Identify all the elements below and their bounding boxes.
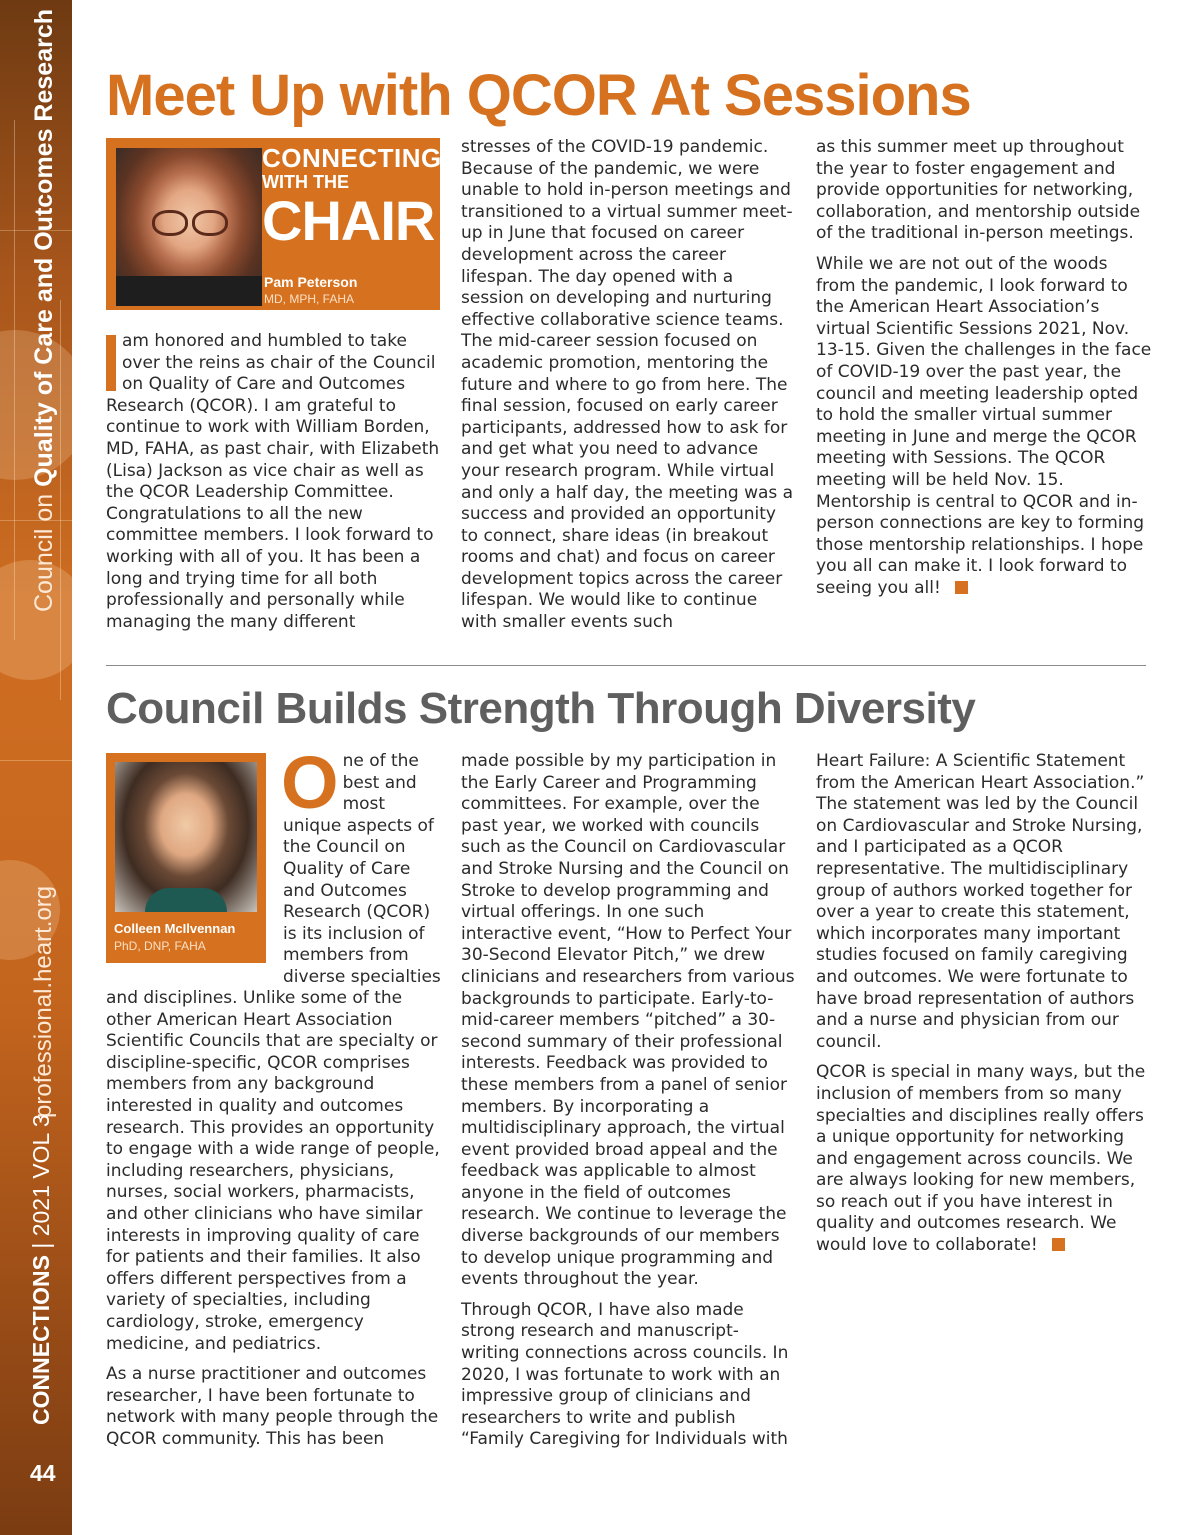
author-credentials: PhD, DNP, FAHA bbox=[114, 939, 206, 953]
article2-body-2a: made possible by my participation in the Early Career and Programming committees. For example, over the past year, we worked with councils such as the Council on Cardiovascular and Stroke Nursing and the Council on Stroke to develop programming and virtual offerings. In one such interactive event, “How to Perfect Your 30-Second Elevator Pitch,” we drew clinicians and researchers from various backgrounds to participate. Early-to-mid-career members “pitched” a 30-second summary of their professional interests. Feedback was provided to these members from a panel of senior members. By incorporating a multidisciplinary approach, the virtual event provided broad appeal and the feedback was applicable to almost anyone in the field of outcomes research. We continue to leverage the diverse backgrounds of our members to develop unique programming and events throughout the year. bbox=[461, 751, 795, 1290]
article2-body-3b: QCOR is special in many ways, but the inclusion of members from so many specialties and disciplines really offers a unique opportunity for networking and engagement across councils. We are always looking for new members, so reach out if you have interest in quality and outcomes research. We would love to collaborate! bbox=[816, 1062, 1146, 1256]
decorative-line bbox=[14, 120, 15, 640]
article2-body-1a: ne of the best and most unique aspects of the Council on Quality of Care and Outcomes Research (QCOR) is its inclusion of members from diverse specialties bbox=[283, 751, 441, 987]
glasses-shape bbox=[192, 210, 228, 236]
sidebar-band bbox=[0, 0, 72, 1535]
article1-title: Meet Up with QCOR At Sessions bbox=[106, 63, 971, 128]
article1-column-2 bbox=[461, 137, 797, 643]
article1-column-3 bbox=[816, 137, 1152, 608]
article2-body-1b: and disciplines. Unlike some of the other American Heart Association Scientific Councils that are specialty or discipline-specific, QCOR comprises members from any background interested in quality and outcomes research. This provides an opportunity to engage with a wide range of people, including researchers, physicians, nurses, social workers, pharmacists, and other clinicians who have similar interests in improving quality of care for patients and their families. It also offers different perspectives from a variety of specialties, including cardiology, stroke, emergency medicine, and pediatrics. bbox=[106, 988, 440, 1354]
chair-name: Pam Peterson bbox=[264, 274, 358, 290]
article1-body-1: am honored and humbled to take over the reins as chair of the Council on Quality of Care and Outcomes Research (QCOR). I am grateful to continue to work with William Borden, MD, FAHA, as past chair, with Elizabeth (Lisa) Jackson as vice chair as well as the QCOR Leadership Committee. Congratulations to all the new committee members. I look forward to working with all of you. It has been a long and trying time for all both professionally and personally while managing the many different bbox=[106, 331, 440, 632]
chair-heading-line3: CHAIR bbox=[262, 189, 435, 252]
council-name: Council on Quality of Care and Outcomes Research bbox=[30, 8, 58, 612]
chair-credentials: MD, MPH, FAHA bbox=[264, 292, 355, 306]
article2-body-2b: Through QCOR, I have also made strong research and manuscript-writing connections across councils. In 2020, I was fortunate to work with an impressive group of clinicians and researchers to write and publish “Family Caregiving for Individuals with bbox=[461, 1299, 789, 1450]
author-box bbox=[106, 753, 266, 963]
end-mark bbox=[1052, 1238, 1065, 1251]
article2-title: Council Builds Strength Through Diversity bbox=[106, 684, 976, 733]
glasses-shape bbox=[152, 210, 188, 236]
chair-heading-line1: CONNECTING bbox=[262, 143, 442, 173]
section-divider bbox=[106, 665, 1146, 666]
article1-column-1 bbox=[106, 331, 442, 633]
article2-column-3 bbox=[816, 751, 1152, 1266]
article1-body-3b: While we are not out of the woods from the pandemic, I look forward to the American Heart Association’s virtual Scientific Sessions 2021, Nov. 13-15. Given the challenges in the face of COVID-19 over the past year, the council and meeting leadership opted to hold the smaller virtual summer meeting in June and merge the QCOR meeting with Sessions. The QCOR meeting will be held Nov. 15. Mentorship is central to QCOR and in-person connections are key to forming those mentorship relationships. I hope you all can make it. I look forward to seeing you all! bbox=[816, 253, 1152, 598]
article1-body-3a: as this summer meet up throughout the year to foster engagement and provide opportunities for networking, collaboration, and mentorship outside of the traditional in-person meetings. bbox=[816, 137, 1141, 244]
portrait-shirt bbox=[145, 888, 227, 912]
website-url[interactable]: professional.heart.org bbox=[30, 885, 57, 1118]
issue-label: CONNECTIONS | 2021 VOL 3 bbox=[28, 1114, 54, 1425]
decorative-line bbox=[0, 760, 72, 761]
chair-portrait-photo bbox=[116, 148, 262, 306]
author-name: Colleen McIlvennan bbox=[114, 921, 236, 936]
article1-body-2: stresses of the COVID-19 pandemic. Because of the pandemic, we were unable to hold in-person meetings and transitioned to a virtual summer meet-up in June that focused on career development across the career lifespan. The day opened with a session on developing and nurturing effective collaborative science teams. The mid-career session focused on academic promotion, mentoring the future and where to go from here. The final session, focused on early career participants, addressed how to ask for and get what you need to advance your research program. While virtual and only a half day, the meeting was a success and provided an opportunity to connect, share ideas (in breakout rooms and chat) and focus on career development topics across the career lifespan. We would like to continue with smaller events such bbox=[461, 137, 794, 633]
article2-column-1-wrap bbox=[281, 741, 441, 989]
portrait-shoulders bbox=[116, 276, 262, 306]
chair-feature-box bbox=[106, 138, 440, 310]
chair-heading-line2: WITH THE bbox=[262, 172, 349, 192]
page-number: 44 bbox=[30, 1460, 56, 1486]
article2-column-2 bbox=[461, 751, 797, 1460]
author-portrait-photo bbox=[115, 762, 257, 912]
dropcap-i bbox=[106, 335, 116, 391]
article2-body-1c: As a nurse practitioner and outcomes researcher, I have been fortunate to network with many people through the QCOR community. This has been bbox=[106, 1364, 439, 1449]
chair-heading bbox=[262, 143, 442, 252]
dropcap-o: O bbox=[281, 741, 339, 824]
decorative-line bbox=[60, 300, 61, 700]
article2-column-1 bbox=[106, 988, 442, 1459]
article2-body-3a: Heart Failure: A Scientific Statement from the American Heart Association.” The statement was led by the Council on Cardiovascular and Stroke Nursing, and I participated as a QCOR representative. The multidisciplinary group of authors worked together for over a year to create this statement, which incorporates many important studies focused on family caregiving and outcomes. We were fortunate to have broad representation of authors and a nurse and physician from our council. bbox=[816, 751, 1145, 1052]
end-mark bbox=[955, 581, 968, 594]
